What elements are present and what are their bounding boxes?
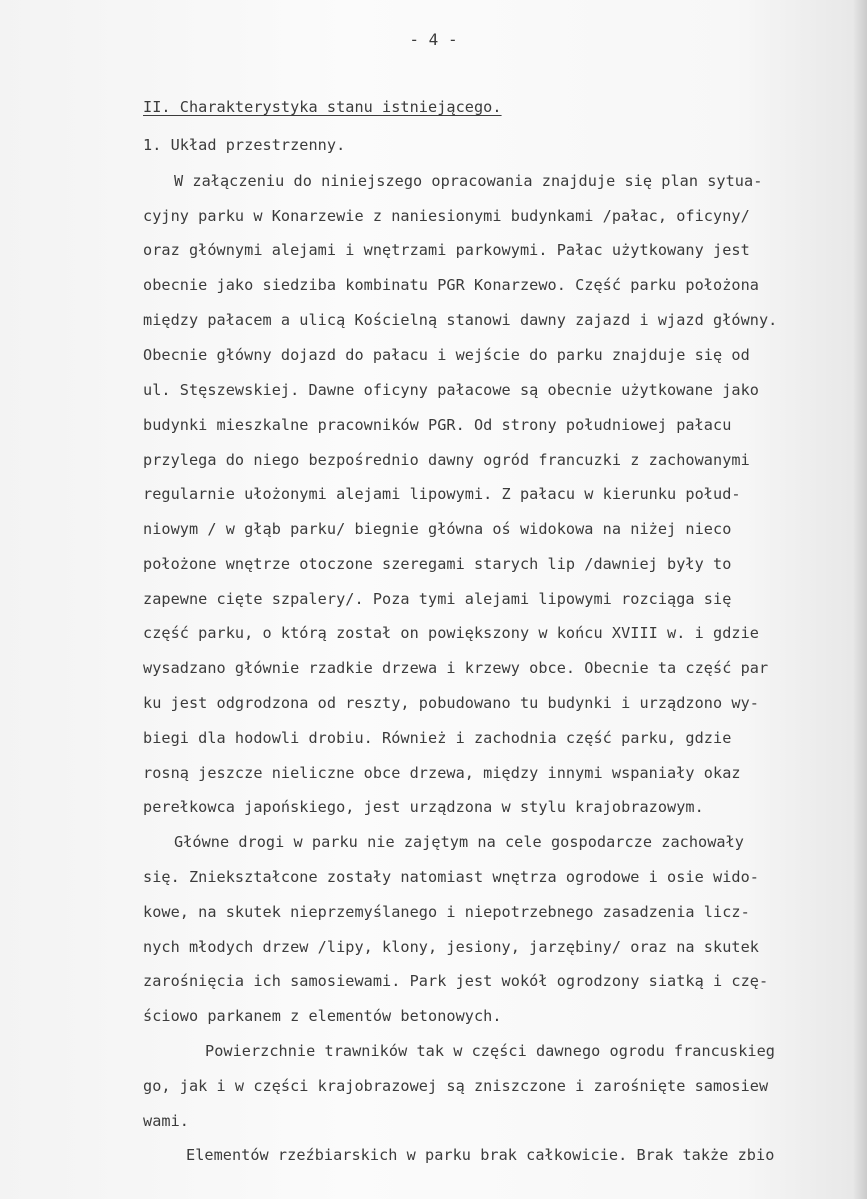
paragraph-line: Powierzchnie trawników tak w części dawnego ogrodu francuskieg — [205, 1042, 776, 1060]
paragraph-line: część parku, o którą został on powiększony w końcu XVIII w. i gdzie — [143, 624, 759, 642]
paragraph-line: się. Zniekształcone zostały natomiast wnętrza ogrodowe i osie wido- — [143, 868, 759, 886]
paragraph-line: niowym / w głąb parku/ biegnie główna oś widokowa na niżej nieco — [143, 520, 732, 538]
paragraph-line: ul. Stęszewskiej. Dawne oficyny pałacowe są obecnie użytkowane jako — [143, 381, 759, 399]
paragraph-line: zapewne cięte szpalery/. Poza tymi alejami lipowymi rozciąga się — [143, 590, 732, 608]
paragraph-line: perełkowca japońskiego, jest urządzona w stylu krajobrazowym. — [143, 798, 704, 816]
subsection-title: 1. Układ przestrzenny. — [143, 136, 346, 154]
paragraph-line: między pałacem a ulicą Kościelną stanowi dawny zajazd i wjazd główny. — [143, 311, 778, 329]
paragraph-line: kowe, na skutek nieprzemyślanego i niepotrzebnego zasadzenia licz- — [143, 903, 750, 921]
page-number: - 4 - — [409, 30, 458, 49]
paragraph-line: wysadzano głównie rzadkie drzewa i krzewy obce. Obecnie ta część par — [143, 659, 769, 677]
paragraph-line: wami. — [143, 1112, 189, 1130]
paragraph-line: cyjny parku w Konarzewie z naniesionymi budynkami /pałac, oficyny/ — [143, 207, 750, 225]
paragraph-line: go, jak i w części krajobrazowej są zniszczone i zarośnięte samosiew — [143, 1077, 769, 1095]
paragraph-line: ku jest odgrodzona od reszty, pobudowano tu budynki i urządzono wy- — [143, 694, 759, 712]
paragraph-line: ściowo parkanem z elementów betonowych. — [143, 1007, 502, 1025]
paragraph-line: regularnie ułożonymi alejami lipowymi. Z pałacu w kierunku połud- — [143, 485, 741, 503]
paragraph-line: budynki mieszkalne pracowników PGR. Od strony południowej pałacu — [143, 416, 732, 434]
page-edge-shadow — [853, 0, 867, 1199]
paragraph-line: nych młodych drzew /lipy, klony, jesiony, jarzębiny/ oraz na skutek — [143, 938, 759, 956]
paragraph-line: biegi dla hodowli drobiu. Również i zachodnia część parku, gdzie — [143, 729, 732, 747]
paragraph-line: przylega do niego bezpośrednio dawny ogród francuzki z zachowanymi — [143, 451, 750, 469]
paragraph-line: położone wnętrze otoczone szeregami starych lip /dawniej były to — [143, 555, 732, 573]
paragraph-line: W załączeniu do niniejszego opracowania znajduje się plan sytua- — [174, 172, 763, 190]
paragraph-line: rosną jeszcze nieliczne obce drzewa, między innymi wspaniały okaz — [143, 764, 741, 782]
paragraph-line: zarośnięcia ich samosiewami. Park jest wokół ogrodzony siatką i czę- — [143, 972, 769, 990]
section-title: II. Charakterystyka stanu istniejącego. — [143, 98, 502, 116]
paragraph-line: Główne drogi w parku nie zajętym na cele gospodarcze zachowały — [174, 833, 745, 851]
paragraph-line: oraz głównymi alejami i wnętrzami parkowymi. Pałac użytkowany jest — [143, 241, 750, 259]
paragraph-line: obecnie jako siedziba kombinatu PGR Konarzewo. Część parku położona — [143, 276, 759, 294]
paragraph-line: Elementów rzeźbiarskich w parku brak całkowicie. Brak także zbio — [186, 1146, 775, 1164]
paragraph-line: Obecnie główny dojazd do pałacu i wejście do parku znajduje się od — [143, 346, 750, 364]
